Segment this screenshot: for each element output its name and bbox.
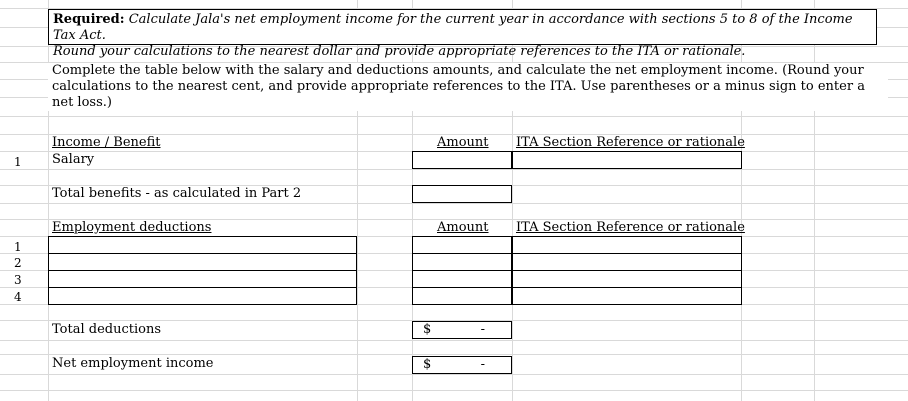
employment-deductions-header: Employment deductions [52,220,212,235]
net-employment-income-label: Net employment income [52,356,214,371]
deductions-reference-header: ITA Section Reference or rationale [516,220,745,235]
total-benefits-amount-input[interactable] [412,185,512,203]
net-employment-income-amount [412,356,512,374]
instructions-line-1: Complete the table below with the salary and deductions amounts, and calculate the net employment income. (Round your [52,63,864,78]
net-employment-income-value: - [480,357,485,372]
deduction-amount-input[interactable] [412,253,512,271]
income-amount-header: Amount [437,135,489,150]
required-line-1: Calculate Jala's net employment income for the current year in accordance with sections 5 to 8 of the Income Tax Act. [53,12,853,43]
salary-reference-input[interactable] [512,151,742,169]
income-benefit-header: Income / Benefit [52,135,161,150]
currency-symbol: $ [423,322,432,337]
total-deductions-value: - [480,322,485,337]
deduction-row-number: 4 [14,290,22,304]
deduction-reference-input[interactable] [512,253,742,271]
deduction-row-number: 3 [14,273,22,287]
deduction-description-input[interactable] [48,236,357,254]
deduction-amount-input[interactable] [412,236,512,254]
required-box [48,9,877,59]
total-deductions-label: Total deductions [52,322,161,337]
deduction-row-number: 1 [14,240,22,254]
deduction-description-input[interactable] [48,253,357,271]
deduction-description-input[interactable] [48,287,357,305]
deduction-description-input[interactable] [48,270,357,288]
deduction-row-number: 2 [14,256,22,270]
income-row-number: 1 [14,155,22,169]
deduction-amount-input[interactable] [412,287,512,305]
salary-label: Salary [52,152,95,167]
salary-amount-input[interactable] [412,151,512,169]
deduction-reference-input[interactable] [512,270,742,288]
deduction-reference-input[interactable] [512,236,742,254]
instructions [48,63,888,111]
deductions-amount-header: Amount [437,220,489,235]
total-benefits-label: Total benefits - as calculated in Part 2 [52,186,302,201]
instructions-line-2: calculations to the nearest cent, and provide appropriate references to the ITA. Use parentheses or a minus sign to enter a net loss.) [52,79,865,110]
deduction-reference-input[interactable] [512,287,742,305]
total-deductions-amount [412,321,512,339]
deduction-amount-input[interactable] [412,270,512,288]
required-label: Required: [53,12,125,27]
income-reference-header: ITA Section Reference or rationale [516,135,745,150]
required-line-2: Round your calculations to the nearest dollar and provide appropriate references to the ITA or rationale. [53,44,746,59]
currency-symbol: $ [423,357,432,372]
